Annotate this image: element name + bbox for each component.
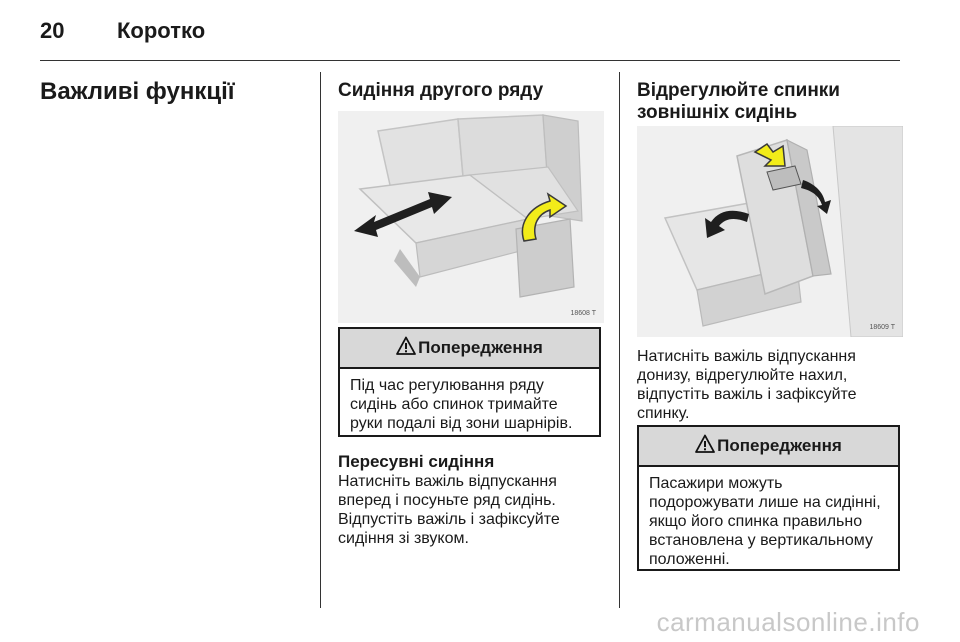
heading-second-row-seats: Сидіння другого ряду bbox=[338, 80, 544, 101]
column-2 bbox=[338, 80, 604, 102]
warning-box-seat-adjust bbox=[338, 327, 601, 437]
watermark: carmanualsonline.info bbox=[656, 607, 920, 637]
figure-outer-seatback bbox=[637, 126, 903, 337]
figure-code: 18608 T bbox=[570, 310, 596, 317]
heading-outer-seatbacks: Відрегулюйте спинки зовнішніх сидінь bbox=[637, 80, 840, 123]
figure-second-row-seat bbox=[338, 111, 604, 323]
column-3 bbox=[637, 80, 903, 124]
warning-triangle-icon bbox=[396, 336, 416, 356]
section-title: Важливі функції bbox=[40, 78, 235, 105]
warning-title: Попередження bbox=[717, 436, 842, 455]
seatback-instructions: Натисніть важіль відпускання донизу, відрегулюйте нахил, відпустіть важіль і зафіксуйте спинку. bbox=[637, 348, 857, 422]
seat-illustration bbox=[338, 111, 604, 323]
sliding-seats-text: Натисніть важіль відпускання вперед і посуньте ряд сидінь. Відпустіть важіль і зафіксуйте сидіння зі звуком. bbox=[338, 473, 560, 547]
seatback-illustration bbox=[637, 126, 903, 337]
warning-box-seatback bbox=[637, 425, 900, 571]
warning-title: Попередження bbox=[418, 338, 543, 357]
figure-code: 18609 T bbox=[869, 324, 895, 331]
sliding-seats-block bbox=[338, 452, 604, 548]
heading-sliding-seats: Пересувні сидіння bbox=[338, 452, 495, 471]
warning-triangle-icon bbox=[695, 434, 715, 454]
header-title: Коротко bbox=[117, 18, 206, 43]
column-divider-left bbox=[320, 72, 321, 608]
page-number: 20 bbox=[40, 18, 65, 43]
warning-header bbox=[639, 427, 898, 467]
warning-text: Пасажири можуть подорожувати лише на сидінні, якщо його спинка правильно встановлена у вертикальному положенні. bbox=[649, 475, 881, 568]
warning-text: Під час регулювання ряду сидінь або спинок тримайте руки подалі від зони шарнірів. bbox=[350, 377, 573, 432]
header-divider bbox=[40, 60, 900, 61]
column-divider-right bbox=[619, 72, 620, 608]
warning-header bbox=[340, 329, 599, 369]
